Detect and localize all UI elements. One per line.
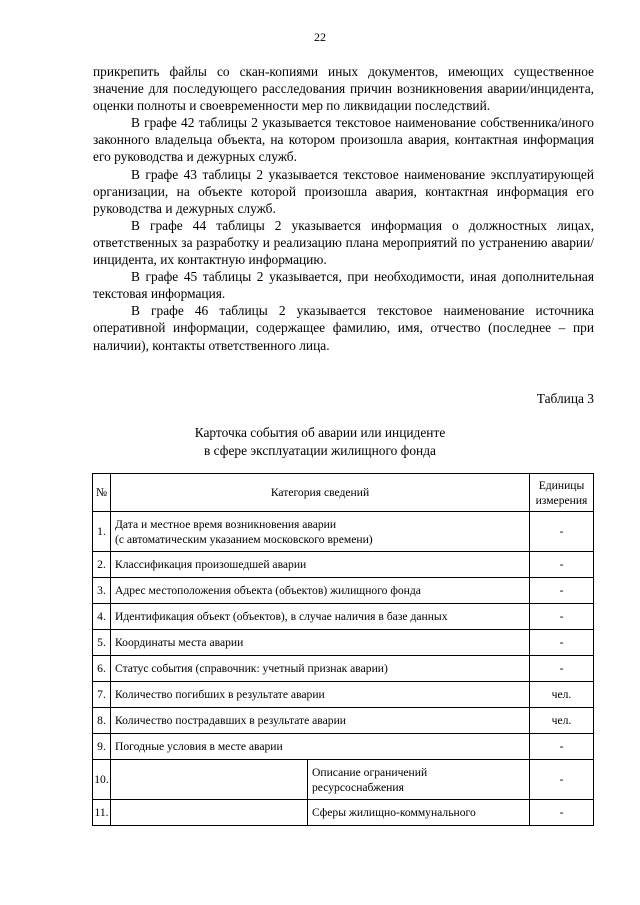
row-num: 9. [93,734,111,760]
row-num: 3. [93,578,111,604]
row-unit: - [530,604,594,630]
paragraph: В графе 46 таблицы 2 указывается текстовое наименование источника оперативной информации, содержащее фамилию, имя, отчество (последнее – при наличии), контакты ответственного лица. [93,303,594,353]
row-group-cell [111,760,308,800]
table-row [93,708,594,734]
row-unit: - [530,552,594,578]
table-row [93,604,594,630]
table-row [93,734,594,760]
row-unit: - [530,656,594,682]
row-num: 2. [93,552,111,578]
body-text [93,63,594,354]
row-num: 11. [93,800,111,826]
table-caption [0,424,640,460]
paragraph: В графе 45 таблицы 2 указывается, при необходимости, иная дополнительная текстовая информация. [93,269,594,302]
paragraph: В графе 43 таблицы 2 указывается текстовое наименование эксплуатирующей организации, на объекте которой произошла авария, контактная информация его руководства и дежурных служб. [93,166,594,216]
row-category: Координаты места аварии [111,630,530,656]
header-unit [530,474,594,512]
row-category-line: (с автоматическим указанием московского времени) [115,532,373,546]
row-category: Статус события (справочник: учетный признак аварии) [111,656,530,682]
table-caption-line: в сфере эксплуатации жилищного фонда [204,443,436,458]
table-header-row [93,474,594,512]
page-number: 22 [314,30,326,44]
paragraph: В графе 44 таблицы 2 указывается информация о должностных лицах, ответственных за разработку и реализацию плана мероприятий по устранению аварии/инцидента, их контактную информацию. [93,217,594,268]
row-unit: - [530,800,594,826]
row-subcategory: Сферы жилищно-коммунального [308,800,530,826]
table-row [93,552,594,578]
header-unit-line: Единицы [538,478,585,492]
row-category: Классификация произошедшей аварии [111,552,530,578]
table-row [93,656,594,682]
row-num: 6. [93,656,111,682]
paragraph: В графе 42 таблицы 2 указывается текстовое наименование собственника/иного законного владельца объекта, на котором произошла авария, контактная информация его руководства и дежурных служб. [93,115,594,165]
row-num: 8. [93,708,111,734]
row-unit: чел. [530,708,594,734]
row-category-line: Дата и местное время возникновения аварии [115,517,337,531]
row-subcategory [308,760,530,800]
row-subcategory-line: ресурсоснабжения [312,780,404,794]
row-category: Адрес местоположения объекта (объектов) жилищного фонда [111,578,530,604]
row-unit: - [530,578,594,604]
row-category [111,512,530,552]
row-category: Погодные условия в месте аварии [111,734,530,760]
row-category: Количество пострадавших в результате аварии [111,708,530,734]
table-caption-line: Карточка события об аварии или инциденте [194,425,446,440]
header-num: № [93,474,111,512]
header-unit-line: измерения [535,493,588,507]
row-num: 7. [93,682,111,708]
table-row [93,760,594,800]
row-group-cell [111,800,308,826]
row-category: Идентификация объект (объектов), в случае наличия в базе данных [111,604,530,630]
row-category: Количество погибших в результате аварии [111,682,530,708]
row-unit: - [530,760,594,800]
table-label: Таблица 3 [536,391,594,406]
row-unit: чел. [530,682,594,708]
table-row [93,578,594,604]
paragraph: прикрепить файлы со скан-копиями иных документов, имеющих существенное значение для последующего расследования причин возникновения аварии/инцидента, оценки полноты и своевременности мер по ликвидации последствий. [93,64,594,114]
row-unit: - [530,512,594,552]
header-category: Категория сведений [111,474,530,512]
row-num: 1. [93,512,111,552]
table-row [93,630,594,656]
row-num: 4. [93,604,111,630]
table-row [93,800,594,826]
event-card-table [92,473,594,826]
row-unit: - [530,734,594,760]
row-num: 10. [93,760,111,800]
row-num: 5. [93,630,111,656]
row-subcategory-line: Описание ограничений [312,765,428,779]
table-row [93,682,594,708]
row-unit: - [530,630,594,656]
table-row [93,512,594,552]
